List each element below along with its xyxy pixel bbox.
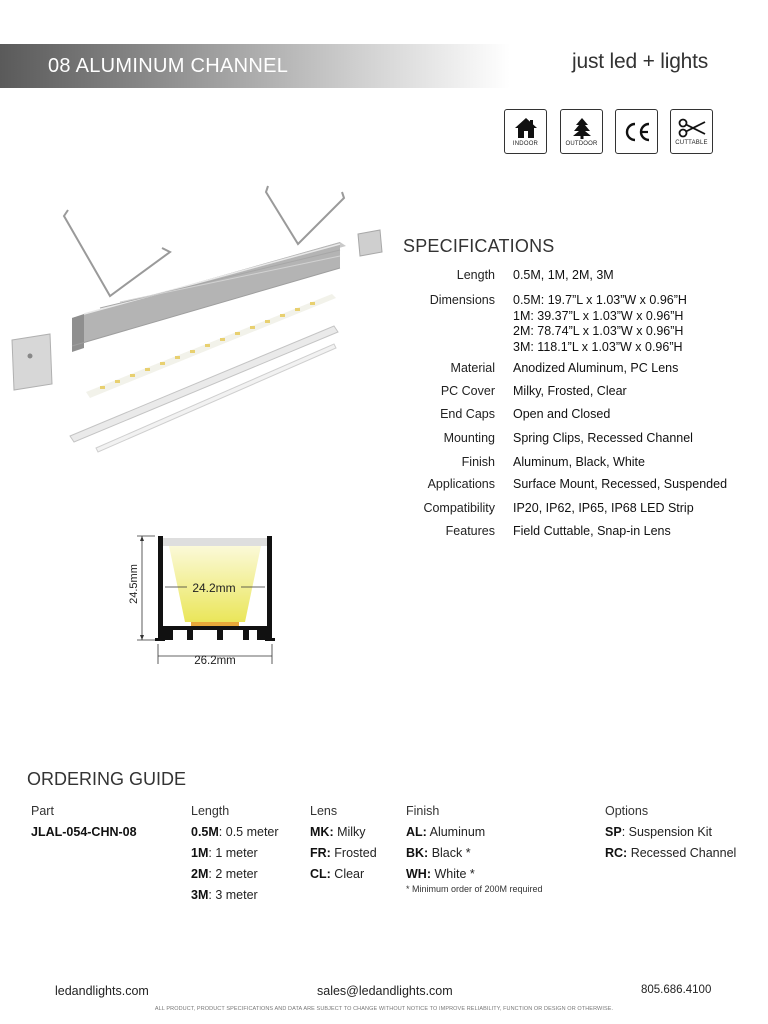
list-item [191, 824, 279, 845]
spec-key: PC Cover [440, 384, 495, 398]
spec-value: Milky, Frosted, Clear [513, 384, 627, 398]
list-item [406, 824, 543, 845]
tree-icon [571, 117, 593, 139]
ordering-col-options [605, 804, 736, 866]
option-desc: Clear [330, 867, 365, 881]
col-header: Length [191, 804, 230, 818]
spec-value: Aluminum, Black, White [513, 455, 645, 469]
spec-key: Compatibility [423, 501, 495, 515]
option-desc: : 1 meter [208, 846, 258, 860]
spec-key: Material [450, 361, 495, 375]
dimension-line: 1M: 39.37”L x 1.03”W x 0.96”H [513, 308, 684, 323]
col-header: Finish [406, 804, 440, 818]
option-code: 1M [191, 846, 209, 860]
spec-key: End Caps [440, 407, 495, 421]
list-item [605, 845, 736, 866]
spec-value: Field Cuttable, Snap-in Lens [513, 524, 671, 538]
width-dimension-label: 26.2mm [194, 655, 236, 667]
cuttable-badge [670, 109, 713, 154]
product-exploded-image [0, 178, 400, 468]
footer-phone: 805.686.4100 [641, 984, 712, 996]
finish-note: * Minimum order of 200M required [406, 884, 543, 894]
part-number: JLAL-054-CHN-08 [31, 825, 137, 839]
option-code: RC: [605, 846, 628, 860]
spec-key: Features [445, 524, 495, 538]
list-item [310, 824, 377, 845]
option-desc: Milky [333, 825, 366, 839]
spec-value: Spring Clips, Recessed Channel [513, 431, 693, 445]
specifications-heading: SPECIFICATIONS [403, 236, 555, 256]
option-desc: : 3 meter [208, 888, 258, 902]
option-code: 3M [191, 888, 209, 902]
ordering-col-part [31, 804, 137, 845]
ordering-col-length [191, 804, 279, 908]
list-item [191, 866, 279, 887]
spec-value: Anodized Aluminum, PC Lens [513, 361, 679, 375]
ordering-col-lens [310, 804, 377, 887]
spec-value: Open and Closed [513, 407, 611, 421]
option-desc: White * [431, 867, 475, 881]
badge-label: OUTDOOR [565, 140, 598, 147]
outdoor-badge [560, 109, 603, 154]
house-icon [514, 117, 538, 139]
option-desc: : 0.5 meter [218, 825, 279, 839]
option-desc: : 2 meter [208, 867, 258, 881]
dimension-line: 0.5M: 19.7”L x 1.03”W x 0.96”H [513, 293, 687, 307]
spec-key: Length [456, 268, 495, 282]
page-title: 08 ALUMINUM CHANNEL [48, 55, 289, 77]
scissors-icon [678, 118, 706, 138]
option-code: WH: [406, 867, 431, 881]
profile-cross-section [125, 530, 285, 670]
brand-logo-text: just led + lights [572, 50, 709, 73]
height-dimension-label: 24.5mm [128, 564, 140, 604]
option-code: 2M [191, 867, 209, 881]
option-desc: Aluminum [426, 825, 486, 839]
ordering-col-finish [406, 804, 543, 894]
list-item [605, 824, 736, 845]
option-code: 0.5M [191, 825, 219, 839]
inner-dimension-label: 24.2mm [192, 581, 236, 595]
option-code: MK: [310, 825, 334, 839]
spec-key: Dimensions [429, 293, 495, 307]
footer-disclaimer: ALL PRODUCT, PRODUCT SPECIFICATIONS AND DATA ARE SUBJECT TO CHANGE WITHOUT NOTICE TO IMPROVE RELIABILITY, FUNCTION OR DESIGN OR OTHERWISE. [154, 1006, 614, 1012]
spec-key: Finish [461, 455, 495, 469]
aluminum-channel-illustration [0, 178, 400, 468]
badge-label: CUTTABLE [675, 139, 708, 146]
spec-key: Mounting [443, 431, 495, 445]
list-item [406, 845, 543, 866]
list-item [310, 845, 377, 866]
ce-badge [615, 109, 658, 154]
option-desc: Black * [428, 846, 471, 860]
dimension-line: 2M: 78.74”L x 1.03”W x 0.96”H [513, 324, 684, 338]
col-header: Part [31, 804, 54, 818]
list-item [310, 866, 377, 887]
option-code: FR: [310, 846, 331, 860]
option-code: CL: [310, 867, 331, 881]
spec-value: Surface Mount, Recessed, Suspended [513, 477, 728, 491]
list-item [191, 887, 279, 908]
spec-value: IP20, IP62, IP65, IP68 LED Strip [513, 501, 694, 515]
col-header: Lens [310, 804, 338, 818]
option-desc: : Suspension Kit [621, 825, 713, 839]
spec-value: 0.5M, 1M, 2M, 3M [513, 268, 614, 282]
option-desc: Frosted [330, 846, 377, 860]
list-item [191, 845, 279, 866]
option-code: AL: [406, 825, 427, 839]
badge-label: INDOOR [512, 140, 539, 147]
option-code: SP [605, 825, 622, 839]
spec-value [513, 293, 687, 355]
spec-key: Applications [427, 477, 495, 491]
dimension-line: 3M: 118.1”L x 1.03”W x 0.96”H [513, 339, 683, 354]
footer-email-link[interactable]: sales@ledandlights.com [317, 984, 453, 998]
option-code: BK: [406, 846, 429, 860]
ce-mark-icon [622, 120, 652, 144]
option-desc: Recessed Channel [627, 846, 737, 860]
footer-website-link[interactable]: ledandlights.com [55, 984, 149, 998]
ordering-guide-heading: ORDERING GUIDE [27, 769, 187, 789]
col-header: Options [605, 804, 649, 818]
indoor-badge [504, 109, 547, 154]
cross-section-diagram [125, 530, 285, 670]
